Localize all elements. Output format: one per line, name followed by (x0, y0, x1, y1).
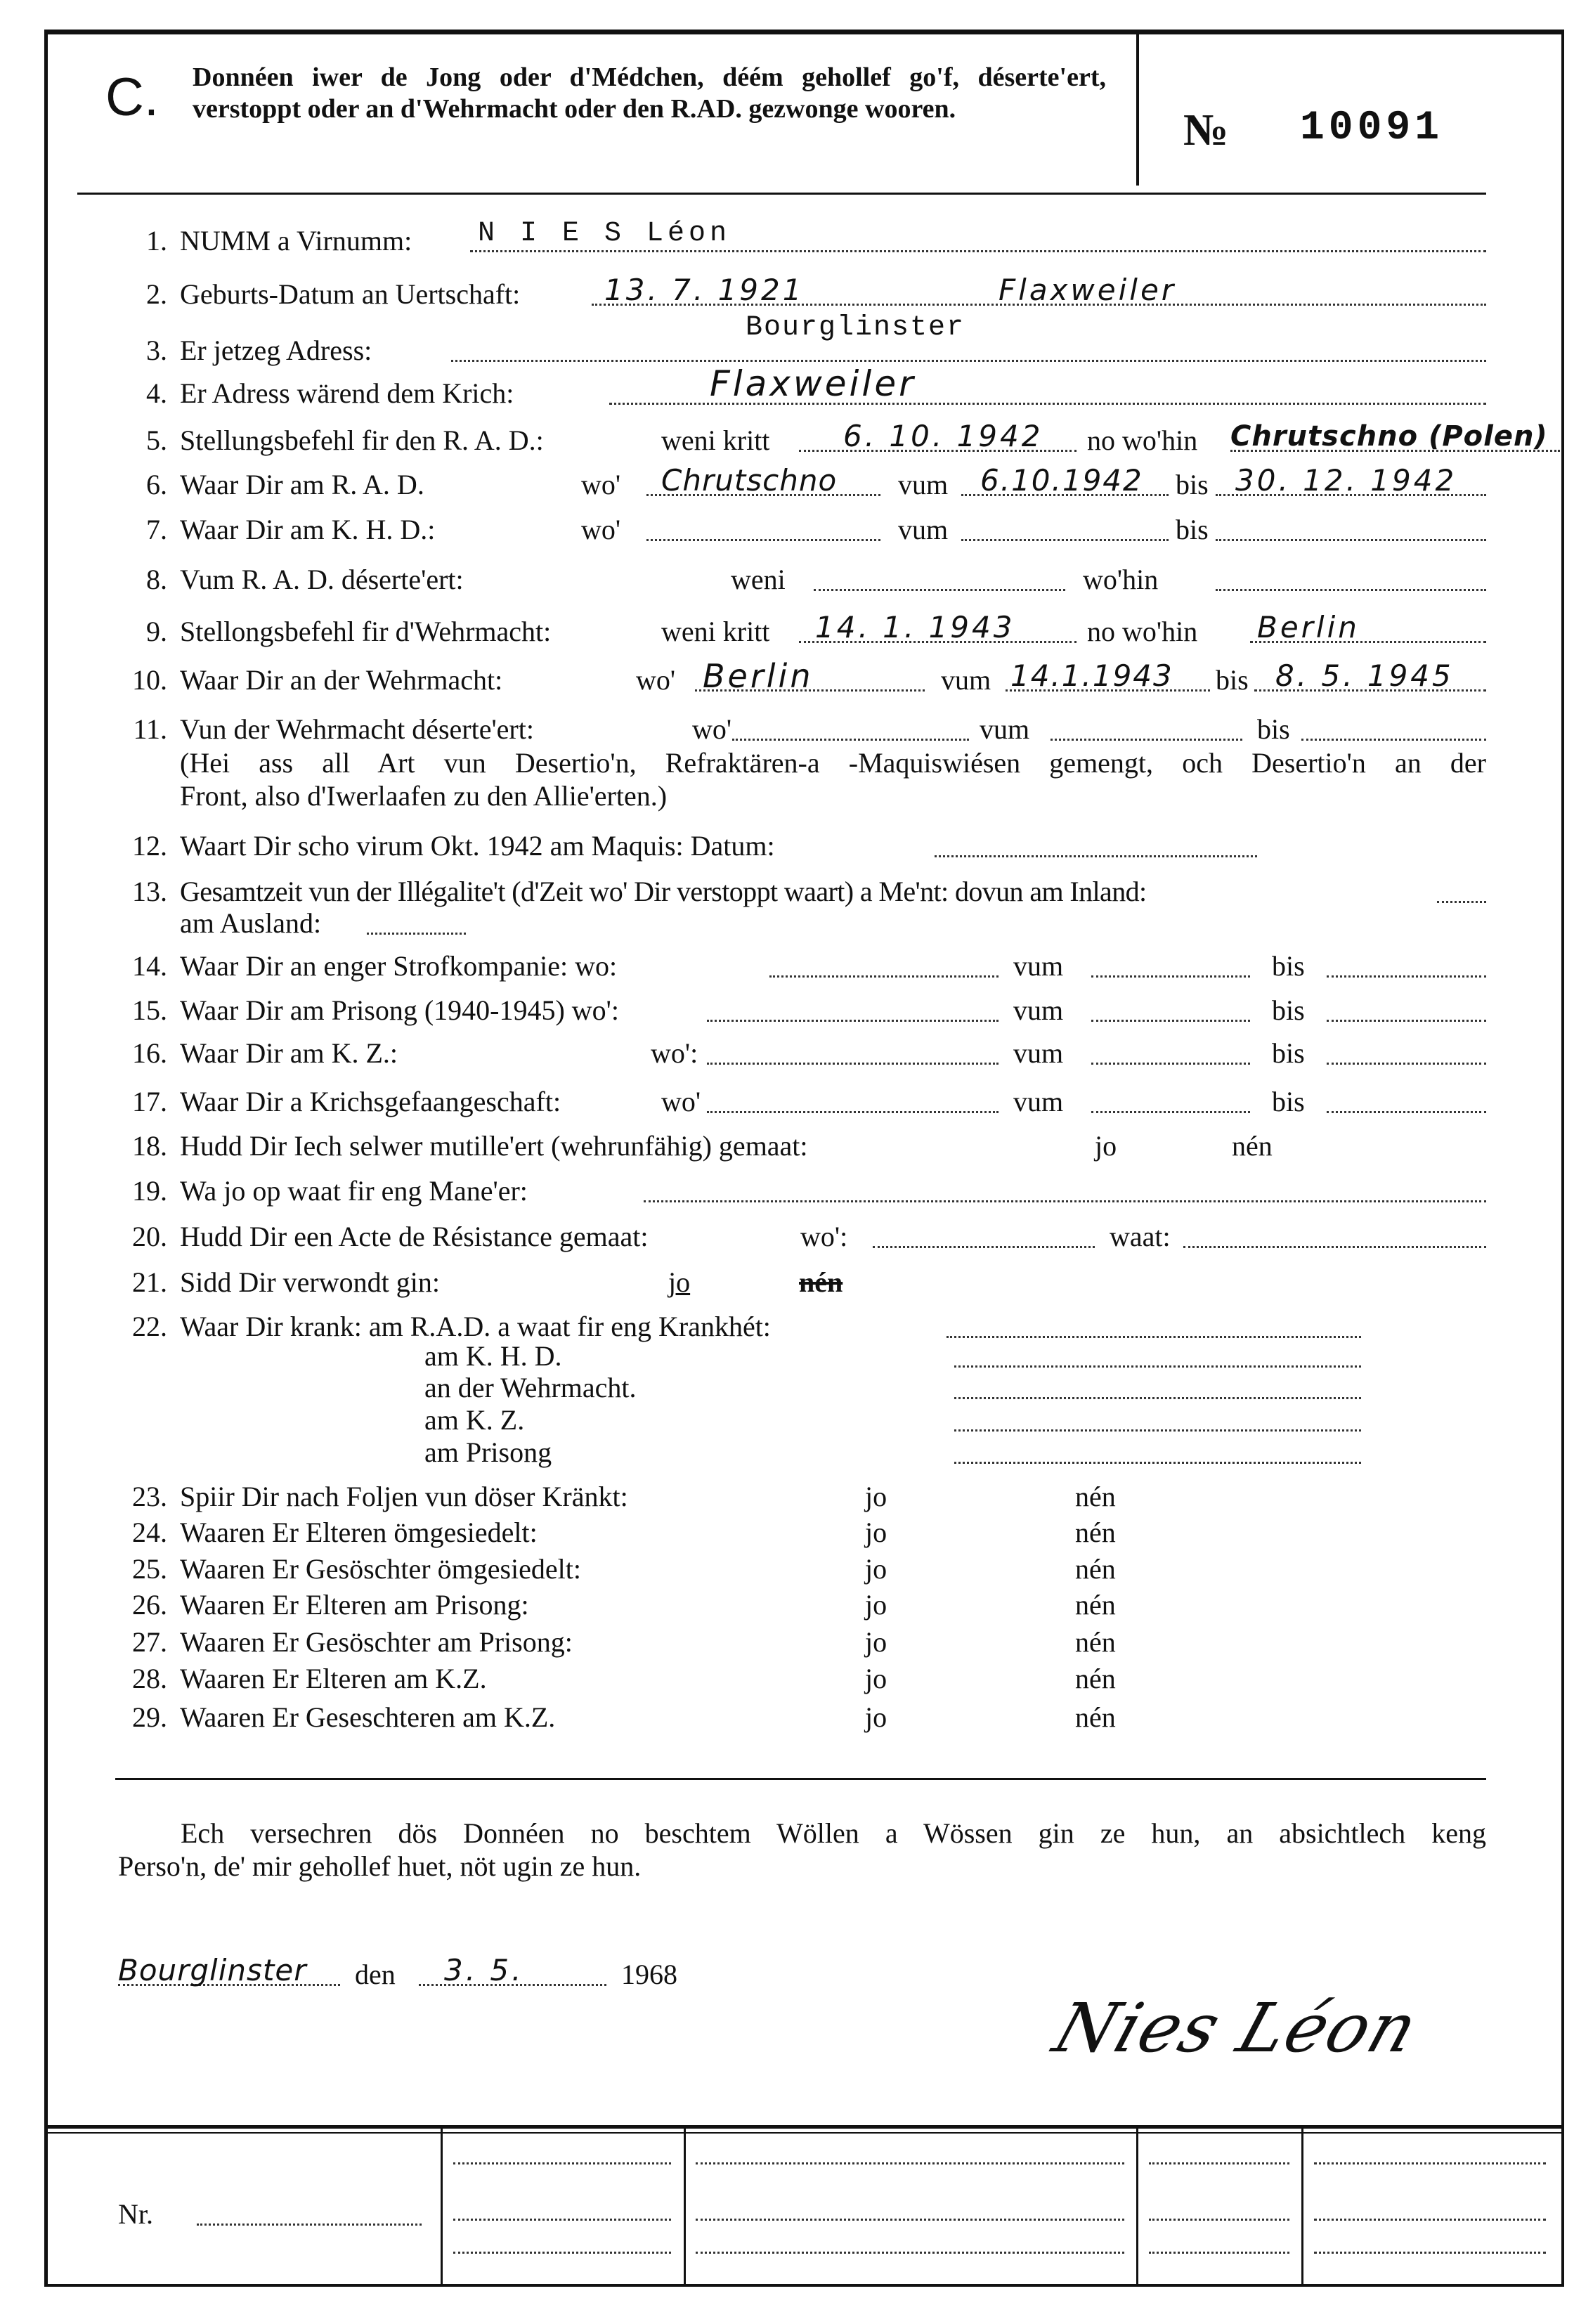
row-number: 2. (146, 278, 167, 310)
row-1 (0, 218, 1574, 259)
row-25 (0, 1552, 1574, 1587)
field-key: vum (898, 469, 949, 500)
row-number: 11. (133, 713, 167, 745)
manner-field[interactable] (644, 1200, 1486, 1202)
row-9 (0, 610, 1574, 649)
rad-until-value: 30. 12. 1942 (1235, 463, 1457, 498)
row-label: Waar Dir am K. Z.: (180, 1037, 398, 1069)
row-label: Waaren Er Elteren ömgesiedelt: (180, 1517, 538, 1548)
border-top (46, 30, 1563, 34)
row-10 (0, 657, 1574, 698)
field-key: bis (1272, 994, 1305, 1026)
row-number: 18. (132, 1130, 167, 1162)
row-23 (0, 1479, 1574, 1514)
sub-label: am Prisong (424, 1436, 552, 1468)
prison-until-field[interactable] (1327, 1020, 1486, 1022)
row-11 (0, 712, 1574, 747)
row-label: Wa jo op waat fir eng Mane'er: (180, 1175, 528, 1207)
row-number: 16. (132, 1037, 167, 1069)
wehrmacht-order-date-value: 14. 1. 1943 (815, 610, 1015, 644)
rad-from-value: 6.10.1942 (980, 463, 1143, 498)
field-key: bis (1257, 713, 1290, 745)
row-label: Spiir Dir nach Foljen vun döser Kränkt: (180, 1481, 628, 1512)
row-22-sub-2 (0, 1370, 1574, 1406)
row-label: Geburts-Datum an Uertschaft: (180, 278, 521, 310)
row-18 (0, 1129, 1574, 1164)
row-number: 7. (146, 514, 167, 545)
row-26 (0, 1588, 1574, 1623)
note-line-1: (Hei ass all Art vun Desertio'n, Refraktären-a -Maquiswiésen gemengt, och Desertio'n an der (180, 747, 1486, 779)
yes-option[interactable]: jo (865, 1481, 887, 1512)
row-number: 23. (132, 1481, 167, 1512)
kz-where-field[interactable] (707, 1063, 999, 1065)
footer-cell-field[interactable] (453, 2162, 671, 2164)
nr-label: Nr. (118, 2198, 153, 2230)
yes-option[interactable]: jo (865, 1701, 887, 1733)
row-19 (0, 1174, 1574, 1209)
row-label: Hudd Dir Iech selwer mutille'ert (wehrunfähig) gemaat: (180, 1130, 808, 1162)
field-key: wo' (581, 514, 621, 545)
footer-cell-field[interactable] (1314, 2219, 1546, 2221)
row-label: Sidd Dir verwondt gin: (180, 1266, 440, 1298)
yes-option-selected[interactable]: jo (668, 1266, 691, 1298)
field-key: bis (1176, 514, 1209, 545)
yes-option[interactable]: jo (1095, 1130, 1117, 1162)
row-label: Waar Dir an enger Strofkompanie: wo: (180, 950, 618, 982)
row-number: 12. (132, 830, 167, 862)
row-number: 29. (132, 1701, 167, 1733)
birth-date-value: 13. 7. 1921 (604, 273, 805, 307)
war-address-value: Flaxweiler (710, 363, 916, 404)
field-key: wo' (581, 469, 621, 500)
den-label: den (355, 1959, 396, 1990)
footer-bottom (44, 2284, 1564, 2287)
row-15 (0, 993, 1574, 1028)
row-label: Stellongsbefehl fir d'Wehrmacht: (180, 616, 552, 647)
row-17 (0, 1084, 1574, 1119)
sub-label: an der Wehrmacht. (424, 1372, 637, 1403)
row-label: Waaren Er Geseschteren am K.Z. (180, 1701, 556, 1733)
footer-rule-thin (46, 2132, 1563, 2134)
footer-col-divider (1301, 2127, 1303, 2285)
khd-from-field[interactable] (961, 539, 1169, 541)
row-4 (0, 363, 1574, 411)
no-option[interactable]: nén (1075, 1589, 1116, 1621)
footer-cell-field[interactable] (1314, 2162, 1546, 2164)
row-number: 22. (132, 1311, 167, 1342)
row-number: 25. (132, 1553, 167, 1585)
row-16 (0, 1036, 1574, 1071)
row-label: Vum R. A. D. déserte'ert: (180, 564, 464, 595)
signature: Nies Léon (1044, 1989, 1429, 2067)
yes-option[interactable]: jo (865, 1589, 887, 1621)
footer-col-divider (684, 2127, 686, 2285)
no-option[interactable]: nén (1075, 1701, 1116, 1733)
pow-from-field[interactable] (1091, 1111, 1250, 1113)
statement-line-2: Perso'n, de' mir gehollef huet, nöt ugin ze hun. (118, 1850, 642, 1882)
row-label: Waar Dir a Krichsgefaangeschaft: (180, 1086, 561, 1117)
row-22-sub-3 (0, 1403, 1574, 1438)
footer-cell-field[interactable] (1314, 2252, 1546, 2254)
footer-rule (46, 2125, 1563, 2129)
field-key: bis (1216, 664, 1249, 696)
no-option[interactable]: nén (1075, 1626, 1116, 1658)
no-option[interactable]: nén (1075, 1517, 1116, 1548)
no-option[interactable]: nén (1232, 1130, 1273, 1162)
desert-where-field[interactable] (732, 739, 969, 741)
field-key: vum (941, 664, 991, 696)
row-number: 28. (132, 1663, 167, 1694)
row-22-sub-4 (0, 1435, 1574, 1470)
maquis-date-field[interactable] (935, 855, 1257, 857)
field-key: no wo'hin (1087, 616, 1198, 647)
row-number: 10. (132, 664, 167, 696)
field-key: vum (1013, 950, 1064, 982)
field-key: vum (980, 713, 1030, 745)
yes-option[interactable]: jo (865, 1663, 887, 1694)
form-number: 10091 (1300, 105, 1444, 151)
row-number: 17. (132, 1086, 167, 1117)
row-label: Er jetzeg Adress: (180, 335, 372, 366)
nr-field[interactable] (197, 2224, 422, 2226)
field-key: bis (1272, 950, 1305, 982)
row-8 (0, 562, 1574, 597)
desert-from-field[interactable] (1051, 739, 1242, 741)
row-label: Stellungsbefehl fir den R. A. D.: (180, 424, 544, 456)
prison-from-field[interactable] (1091, 1020, 1250, 1022)
field-key: wo'hin (1083, 564, 1159, 595)
yes-option[interactable]: jo (865, 1553, 887, 1585)
no-option[interactable]: nén (1075, 1481, 1116, 1512)
row-label: Waaren Er Gesöschter am Prisong: (180, 1626, 573, 1658)
desert-until-field[interactable] (1301, 739, 1486, 741)
row-label: Waar Dir an der Wehrmacht: (180, 664, 503, 696)
illness-rad-field[interactable] (947, 1336, 1361, 1338)
field-key: vum (1013, 1086, 1064, 1117)
row-11-note (180, 746, 1486, 781)
section-letter: C. (105, 67, 159, 127)
field-key: bis (1272, 1037, 1305, 1069)
prison-where-field[interactable] (707, 1020, 999, 1022)
row-label: am Ausland: (180, 907, 322, 939)
field-key: waat: (1110, 1221, 1171, 1252)
row-24 (0, 1515, 1574, 1550)
name-value: N I E S Léon (478, 218, 731, 249)
statement-divider (115, 1778, 1486, 1780)
wehrmacht-order-destination-value: Berlin (1257, 610, 1360, 644)
field-key: weni kritt (661, 616, 770, 647)
rad-desert-when-field[interactable] (814, 589, 1065, 591)
birth-place-value: Flaxweiler (999, 273, 1177, 307)
signoff-row (0, 1953, 1574, 1992)
row-20 (0, 1219, 1574, 1254)
row-number: 26. (132, 1589, 167, 1621)
footer-col-divider (1136, 2127, 1138, 2285)
row-29 (0, 1700, 1574, 1735)
row-number: 3. (146, 335, 167, 366)
row-number: 13. (132, 876, 167, 907)
row-label: Waar Dir am R. A. D. (180, 469, 424, 500)
field-key: bis (1272, 1086, 1305, 1117)
field-key: wo' (636, 664, 676, 696)
no-option-struck[interactable]: nén (799, 1266, 843, 1298)
wehrmacht-until-value: 8. 5. 1945 (1275, 658, 1454, 693)
illness-wehrmacht-field[interactable] (954, 1397, 1361, 1399)
row-6 (0, 463, 1574, 502)
row-11-note-2 (180, 779, 667, 814)
field-key: vum (1013, 1037, 1064, 1069)
illness-prison-field[interactable] (954, 1462, 1361, 1464)
rad-order-destination-value: Chrutschno (Polen) (1230, 420, 1548, 453)
field-key: no wo'hin (1087, 424, 1198, 456)
no-option[interactable]: nén (1075, 1553, 1116, 1585)
field-key: vum (898, 514, 949, 545)
row-label: Waart Dir scho virum Okt. 1942 am Maquis: Datum: (180, 830, 775, 862)
header-divider (1136, 32, 1139, 186)
row-13 (0, 874, 1574, 909)
khd-where-field[interactable] (646, 539, 880, 541)
footer-cell-field[interactable] (1149, 2162, 1289, 2164)
penal-where-field[interactable] (769, 975, 999, 978)
resistance-where-field[interactable] (873, 1246, 1095, 1248)
note-line-2: Front, also d'Iwerlaafen zu den Allie'erten.) (180, 780, 668, 812)
footer-cell-field[interactable] (453, 2252, 671, 2254)
yes-option[interactable]: jo (865, 1626, 887, 1658)
row-number: 15. (132, 994, 167, 1026)
field-key: weni kritt (661, 424, 770, 456)
address-field[interactable] (451, 360, 1486, 362)
row-21 (0, 1265, 1574, 1300)
rad-order-date-value: 6. 10. 1942 (843, 419, 1043, 453)
field-key: weni (731, 564, 786, 595)
row-label: NUMM a Virnumm: (180, 225, 412, 257)
resistance-what-field[interactable] (1183, 1246, 1486, 1248)
kz-from-field[interactable] (1091, 1063, 1250, 1065)
wehrmacht-where-value: Berlin (703, 657, 814, 695)
statement-line-1: Ech versechren dös Donnéen no beschtem Wöllen a Wössen gin ze hun, an absichtlech keng (181, 1817, 1486, 1849)
field-key: bis (1176, 469, 1209, 500)
row-label: Er Adress wärend dem Krich: (180, 377, 514, 409)
nr-row (0, 2197, 450, 2232)
row-number: 24. (132, 1517, 167, 1548)
row-label: Vun der Wehrmacht déserte'ert: (180, 713, 534, 745)
row-number: 19. (132, 1175, 167, 1207)
row-12 (0, 829, 1574, 864)
penal-from-field[interactable] (1091, 975, 1250, 978)
pow-where-field[interactable] (707, 1111, 999, 1113)
row-2 (0, 273, 1574, 312)
rad-where-value: Chrutschno (661, 463, 838, 498)
wehrmacht-from-value: 14.1.1943 (1010, 658, 1173, 693)
row-label: Gesamtzeit vun der Illégalite't (d'Zeit wo' Dir verstoppt waart) a Me'nt: dovun am Inland: (180, 876, 1147, 907)
number-sign: № (1183, 105, 1229, 155)
field-key: wo' (661, 1086, 701, 1117)
illness-kz-field[interactable] (954, 1429, 1361, 1432)
kz-until-field[interactable] (1327, 1063, 1486, 1065)
row-number: 5. (146, 424, 167, 456)
row-number: 27. (132, 1626, 167, 1658)
footer-cell-field[interactable] (696, 2219, 1124, 2221)
row-label: Waaren Er Elteren am Prisong: (180, 1589, 529, 1621)
field-key: wo': (651, 1037, 698, 1069)
row-number: 4. (146, 377, 167, 409)
footer-cell-field[interactable] (453, 2219, 671, 2221)
row-14 (0, 949, 1574, 984)
row-number: 6. (146, 469, 167, 500)
row-28 (0, 1661, 1574, 1696)
illness-khd-field[interactable] (954, 1365, 1361, 1368)
field-key: wo' (692, 713, 732, 745)
row-22-sub-1 (0, 1339, 1574, 1374)
row-27 (0, 1625, 1574, 1660)
row-label: Hudd Dir een Acte de Résistance gemaat: (180, 1221, 649, 1252)
footer-cell-field[interactable] (696, 2252, 1124, 2254)
row-5 (0, 419, 1574, 458)
field-key: wo': (800, 1221, 848, 1252)
row-label: Waar Dir krank: am R.A.D. a waat fir eng Krankhét: (180, 1311, 771, 1342)
row-label: Waaren Er Elteren am K.Z. (180, 1663, 487, 1694)
abroad-field[interactable] (367, 933, 466, 935)
row-number: 1. (146, 225, 167, 257)
row-13-b (0, 906, 1574, 941)
field-key: vum (1013, 994, 1064, 1026)
pow-until-field[interactable] (1327, 1111, 1486, 1113)
no-option[interactable]: nén (1075, 1663, 1116, 1694)
inland-field[interactable] (1437, 901, 1486, 903)
penal-until-field[interactable] (1327, 975, 1486, 978)
header-rule (77, 193, 1486, 195)
date-value: 3. 5. (444, 1953, 524, 1987)
footer-cell-field[interactable] (1149, 2219, 1289, 2221)
row-number: 14. (132, 950, 167, 982)
footer-cell-field[interactable] (1149, 2252, 1289, 2254)
row-number: 21. (132, 1266, 167, 1298)
row-number: 20. (132, 1221, 167, 1252)
khd-until-field[interactable] (1216, 539, 1486, 541)
year-label: 1968 (621, 1959, 677, 1990)
row-number: 8. (146, 564, 167, 595)
place-value: Bourglinster (118, 1953, 307, 1987)
rad-desert-where-field[interactable] (1216, 589, 1486, 591)
row-7 (0, 512, 1574, 547)
row-label: Waar Dir am Prisong (1940-1945) wo': (180, 994, 619, 1026)
row-label: Waaren Er Gesöschter ömgesiedelt: (180, 1553, 581, 1585)
yes-option[interactable]: jo (865, 1517, 887, 1548)
row-number: 9. (146, 616, 167, 647)
form-title: Donnéen iwer de Jong oder d'Médchen, déém gehollef go'f, déserte'ert, verstoppt oder an d'Wehrmacht oder den R.AD. gezwonge wooren. (193, 63, 1106, 124)
sub-label: am K. Z. (424, 1404, 525, 1436)
address-value: Bourglinster (746, 312, 965, 344)
sub-label: am K. H. D. (424, 1340, 562, 1372)
footer-cell-field[interactable] (696, 2162, 1124, 2164)
row-label: Waar Dir am K. H. D.: (180, 514, 436, 545)
